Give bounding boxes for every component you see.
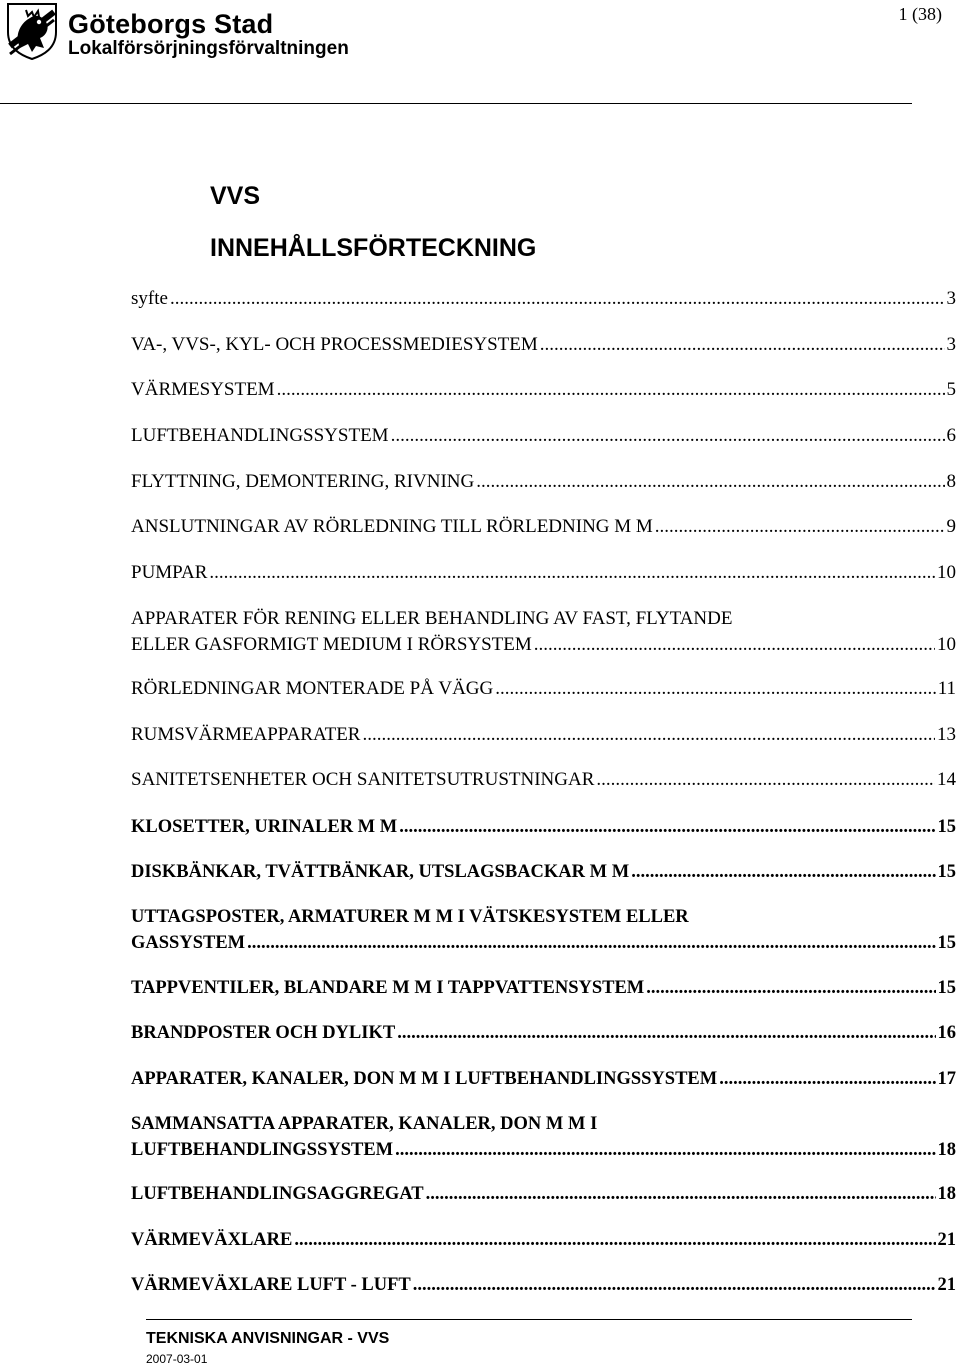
toc-entry-text: VÄRMESYSTEM	[131, 379, 275, 400]
footer-divider	[146, 1319, 912, 1320]
toc-entry[interactable]	[131, 606, 956, 658]
toc-entry[interactable]	[131, 722, 956, 748]
toc-entry[interactable]	[131, 1066, 956, 1092]
toc-entry-first-line: APPARATER FÖR RENING ELLER BEHANDLING AV FAST, FLYTANDE	[131, 608, 733, 629]
toc-entry[interactable]	[131, 859, 956, 885]
toc-entry-page: 6	[946, 425, 956, 446]
toc-entry-text: RUMSVÄRMEAPPARATER	[131, 724, 361, 745]
toc-dot-leader	[534, 632, 935, 658]
toc-entry[interactable]	[131, 975, 956, 1001]
toc-entry-text: ELLER GASFORMIGT MEDIUM I RÖRSYSTEM	[131, 634, 532, 655]
toc-entry[interactable]	[131, 423, 956, 449]
toc-entry-text: ANSLUTNINGAR AV RÖRLEDNING TILL RÖRLEDNING M M	[131, 516, 653, 537]
toc-entry[interactable]	[131, 676, 956, 702]
toc-entry-page: 13	[937, 724, 956, 745]
toc-entry-page: 21	[937, 1275, 956, 1295]
toc-entry[interactable]	[131, 377, 956, 403]
toc-entry[interactable]	[131, 904, 956, 956]
toc-entry-page: 21	[937, 1230, 956, 1250]
toc-entry-text: PUMPAR	[131, 562, 208, 583]
toc-entry-text: BRANDPOSTER OCH DYLIKT	[131, 1023, 396, 1043]
toc-dot-leader	[655, 514, 945, 540]
toc-dot-leader	[294, 1227, 935, 1253]
org-name: Göteborgs Stad	[68, 9, 274, 39]
toc-dot-leader	[362, 722, 935, 748]
toc-entry-text: SANITETSENHETER OCH SANITETSUTRUSTNINGAR	[131, 769, 595, 790]
toc-entry[interactable]	[131, 767, 956, 793]
toc-dot-leader	[397, 1020, 935, 1046]
toc-dot-leader	[391, 423, 945, 449]
toc-dot-leader	[413, 1272, 936, 1298]
toc-dot-leader	[631, 859, 935, 885]
toc-entry[interactable]	[131, 1020, 956, 1046]
toc-entry-page: 15	[937, 817, 956, 837]
toc-entry-page: 16	[937, 1023, 956, 1043]
toc-entry-text: FLYTTNING, DEMONTERING, RIVNING	[131, 471, 475, 492]
toc-entry-page: 14	[937, 769, 956, 790]
toc-entry[interactable]	[131, 1111, 956, 1163]
toc-entry[interactable]	[131, 560, 956, 586]
toc-entry-page: 15	[937, 862, 956, 882]
toc-dot-leader	[719, 1066, 935, 1092]
toc-entry[interactable]	[131, 814, 956, 840]
toc-entry-page: 3	[946, 288, 956, 309]
organization-header	[68, 8, 349, 60]
toc-dot-leader	[247, 930, 935, 956]
toc-entry-text: LUFTBEHANDLINGSSYSTEM	[131, 425, 389, 446]
toc-dot-leader	[540, 332, 945, 358]
toc-entry-text: KLOSETTER, URINALER M M	[131, 817, 398, 837]
footer-title: TEKNISKA ANVISNINGAR - VVS	[146, 1330, 390, 1347]
toc-entry[interactable]	[131, 1181, 956, 1207]
toc-dot-leader	[399, 814, 935, 840]
toc-dot-leader	[495, 676, 935, 702]
toc-dot-leader	[426, 1181, 936, 1207]
toc-entry-page: 17	[937, 1069, 956, 1089]
toc-entry-text: APPARATER, KANALER, DON M M I LUFTBEHANDLINGSSYSTEM	[131, 1069, 718, 1089]
toc-dot-leader	[646, 975, 935, 1001]
toc-dot-leader	[476, 469, 944, 495]
toc-entry-page: 9	[946, 516, 956, 537]
toc-heading: INNEHÅLLSFÖRTECKNING	[210, 234, 537, 262]
toc-entry-text: LUFTBEHANDLINGSSYSTEM	[131, 1140, 394, 1160]
toc-entry-page: 10	[937, 634, 956, 655]
toc-entry-text: RÖRLEDNINGAR MONTERADE PÅ VÄGG	[131, 678, 494, 699]
toc-entry[interactable]	[131, 514, 956, 540]
toc-entry-text: VÄRMEVÄXLARE LUFT - LUFT	[131, 1275, 411, 1295]
header-divider	[0, 103, 912, 104]
page-number: 1 (38)	[898, 4, 942, 24]
toc-entry[interactable]	[131, 286, 956, 312]
toc-entry-text: LUFTBEHANDLINGSAGGREGAT	[131, 1184, 424, 1204]
goteborg-coat-of-arms-icon	[6, 2, 58, 60]
toc-entry-text: DISKBÄNKAR, TVÄTTBÄNKAR, UTSLAGSBACKAR M M	[131, 862, 630, 882]
toc-dot-leader	[277, 377, 945, 403]
org-unit: Lokalförsörjningsförvaltningen	[68, 38, 349, 59]
toc-dot-leader	[596, 767, 935, 793]
toc-dot-leader	[395, 1137, 935, 1163]
toc-entry-page: 8	[946, 471, 956, 492]
toc-entry-text: GASSYSTEM	[131, 933, 246, 953]
toc-entry[interactable]	[131, 469, 956, 495]
toc-entry[interactable]	[131, 1227, 956, 1253]
toc-entry-text: syfte	[131, 288, 168, 309]
toc-entry-page: 5	[946, 379, 956, 400]
toc-entry-first-line: SAMMANSATTA APPARATER, KANALER, DON M M I	[131, 1114, 598, 1134]
toc-entry-page: 15	[937, 978, 956, 998]
toc-entry[interactable]	[131, 332, 956, 358]
toc-dot-leader	[209, 560, 935, 586]
document-title: VVS	[210, 182, 261, 210]
toc-entry-text: VÄRMEVÄXLARE	[131, 1230, 293, 1250]
toc-entry-page: 18	[937, 1140, 956, 1160]
toc-entry-page: 18	[937, 1184, 956, 1204]
toc-dot-leader	[170, 286, 945, 312]
toc-entry-text: VA-, VVS-, KYL- OCH PROCESSMEDIESYSTEM	[131, 334, 538, 355]
toc-entry-first-line: UTTAGSPOSTER, ARMATURER M M I VÄTSKESYSTEM ELLER	[131, 907, 689, 927]
toc-entry-page: 3	[946, 334, 956, 355]
footer-date: 2007-03-01	[146, 1352, 208, 1366]
toc-entry-page: 10	[937, 562, 956, 583]
toc-entry-page: 15	[937, 933, 956, 953]
toc-entry-text: TAPPVENTILER, BLANDARE M M I TAPPVATTENSYSTEM	[131, 978, 645, 998]
toc-entry-page: 11	[937, 678, 956, 699]
toc-entry[interactable]	[131, 1272, 956, 1298]
